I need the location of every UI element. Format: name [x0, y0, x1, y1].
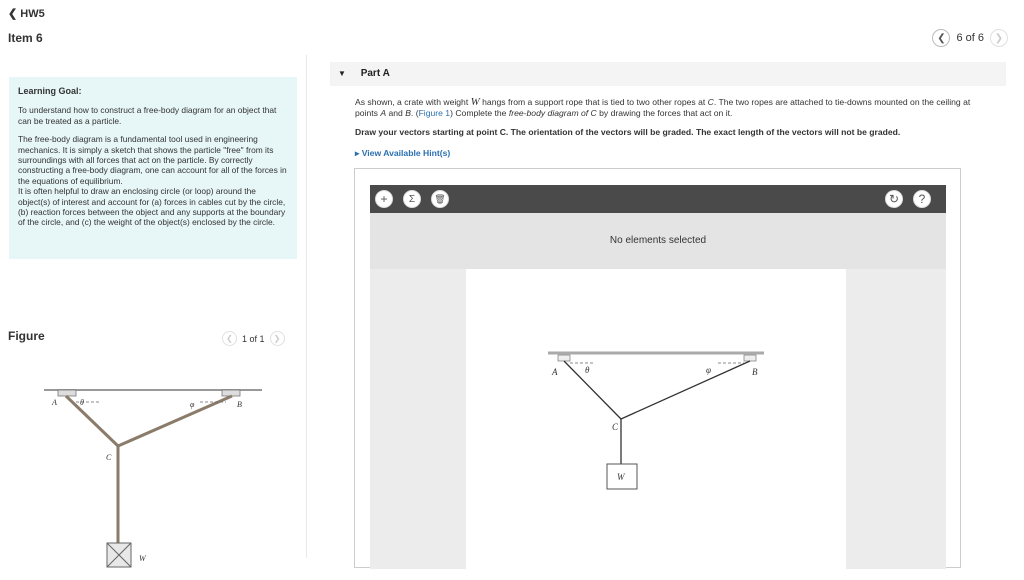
learning-goal-text-1: To understand how to construct a free-body diagram for an object that can be treated as a particle. [18, 105, 277, 126]
chevron-right-icon: ❯ [994, 32, 1004, 44]
canvas-label-a: A [552, 367, 558, 377]
vector-sum-button[interactable] [403, 190, 421, 208]
prev-figure-button[interactable] [222, 331, 237, 346]
column-divider [306, 55, 307, 558]
next-figure-button[interactable] [270, 331, 285, 346]
figure-label-theta: θ [80, 398, 84, 407]
left-column [0, 55, 306, 563]
item-pager [932, 29, 1008, 47]
learning-goal-text-2: The free-body diagram is a fundamental tool used in engineering mechanics. It is simply a sketch that shows the particle "free" from its surroundings with all forces that act on the particle. By correctly constructing a free-body diagram, one can account for all of the forces in the equations of equilibrium. [18, 134, 287, 186]
figure-pager [222, 331, 285, 346]
sigma-icon: Σ [408, 193, 416, 205]
learning-goal-title: Learning Goal: [18, 86, 82, 96]
drawing-canvas[interactable] [466, 269, 846, 569]
question-text-part: . The two ropes are attached to tie-downs mounted on the ceiling at points [355, 97, 971, 118]
figure-title: Figure [8, 329, 45, 343]
prev-item-button[interactable] [932, 29, 950, 47]
canvas-rope-ac [564, 361, 621, 419]
caret-right-icon: ▸ [355, 148, 360, 158]
figure-pager-text: 1 of 1 [242, 333, 265, 344]
chevron-left-icon: ❮ [226, 334, 233, 343]
question-emphasis: free-body diagram of C [508, 108, 597, 118]
help-icon: ? [918, 192, 926, 206]
canvas-diagram [466, 269, 846, 569]
question-text-part: and [386, 108, 406, 118]
figure-rope-bc [118, 396, 232, 446]
figure-image [40, 380, 270, 580]
learning-goal-text-3: It is often helpful to draw an enclosing circle (or loop) around the object(s) of interest and account for (a) forces in cables cut by the circle, (b) reaction forces between the object and any supports at the boundary of the circle, and (c) the weight of the object(s) enclosed by the circle. [18, 186, 286, 228]
canvas-label-phi: φ [706, 365, 711, 375]
question-var-a: A [380, 108, 387, 118]
question-text [355, 97, 995, 119]
figure-label-w: W [139, 554, 146, 563]
selection-status: No elements selected [370, 213, 946, 269]
page-title: Item 6 [8, 31, 43, 45]
question-text-part: by drawing the forces that act on it. [596, 108, 733, 118]
learning-goal-box [9, 77, 297, 259]
question-text-part: As shown, a crate with weight [355, 97, 471, 107]
question-text-part: . ( [410, 108, 419, 118]
view-hints-link[interactable] [355, 148, 450, 159]
figure-1-link[interactable]: Figure 1 [418, 108, 451, 118]
caret-down-icon: ▼ [338, 69, 346, 78]
figure-label-phi: φ [190, 400, 195, 409]
chevron-left-icon: ❮ [8, 8, 18, 20]
view-hints-label: View Available Hint(s) [361, 148, 451, 158]
drawing-toolbar [370, 185, 946, 213]
figure-label-b: B [237, 400, 242, 409]
reset-icon: ↻ [888, 192, 900, 206]
part-a-title: Part A [360, 68, 390, 79]
question-text-part: ) Complete the [450, 108, 509, 118]
canvas-label-theta: θ [585, 365, 590, 375]
drawing-canvas-area[interactable] [370, 269, 946, 569]
trash-icon: 🗑 [434, 193, 446, 204]
add-vector-button[interactable] [375, 190, 393, 208]
canvas-label-c: C [612, 422, 619, 432]
vector-drawing-tool [354, 168, 961, 568]
figure-label-a: A [52, 398, 57, 407]
chevron-right-icon: ❯ [273, 334, 281, 343]
canvas-label-w: W [617, 472, 625, 482]
back-to-hw5-link[interactable] [8, 7, 45, 20]
drawing-instructions: Draw your vectors starting at point C. The orientation of the vectors will be graded. The exact length of the vectors will not be graded. [355, 127, 901, 137]
canvas-tie-down-a [558, 355, 570, 361]
canvas-rope-bc [621, 361, 750, 419]
back-link-label: HW5 [20, 8, 45, 20]
question-var-b: B [405, 108, 411, 118]
reset-button[interactable] [885, 190, 903, 208]
part-a-header[interactable] [330, 62, 1006, 86]
next-item-button[interactable] [990, 29, 1008, 47]
item-pager-text: 6 of 6 [956, 32, 984, 44]
chevron-left-icon: ❮ [937, 32, 946, 44]
question-var-c: C [707, 97, 714, 107]
canvas-label-b: B [752, 367, 758, 377]
plus-icon: + [380, 192, 388, 206]
delete-button[interactable] [431, 190, 449, 208]
canvas-tie-down-b [744, 355, 756, 361]
figure-label-c: C [106, 453, 112, 462]
figure-rope-ac [66, 396, 118, 446]
question-var-w: W [470, 96, 480, 108]
question-text-part: hangs from a support rope that is tied to two other ropes at [479, 97, 708, 107]
help-button[interactable] [913, 190, 931, 208]
